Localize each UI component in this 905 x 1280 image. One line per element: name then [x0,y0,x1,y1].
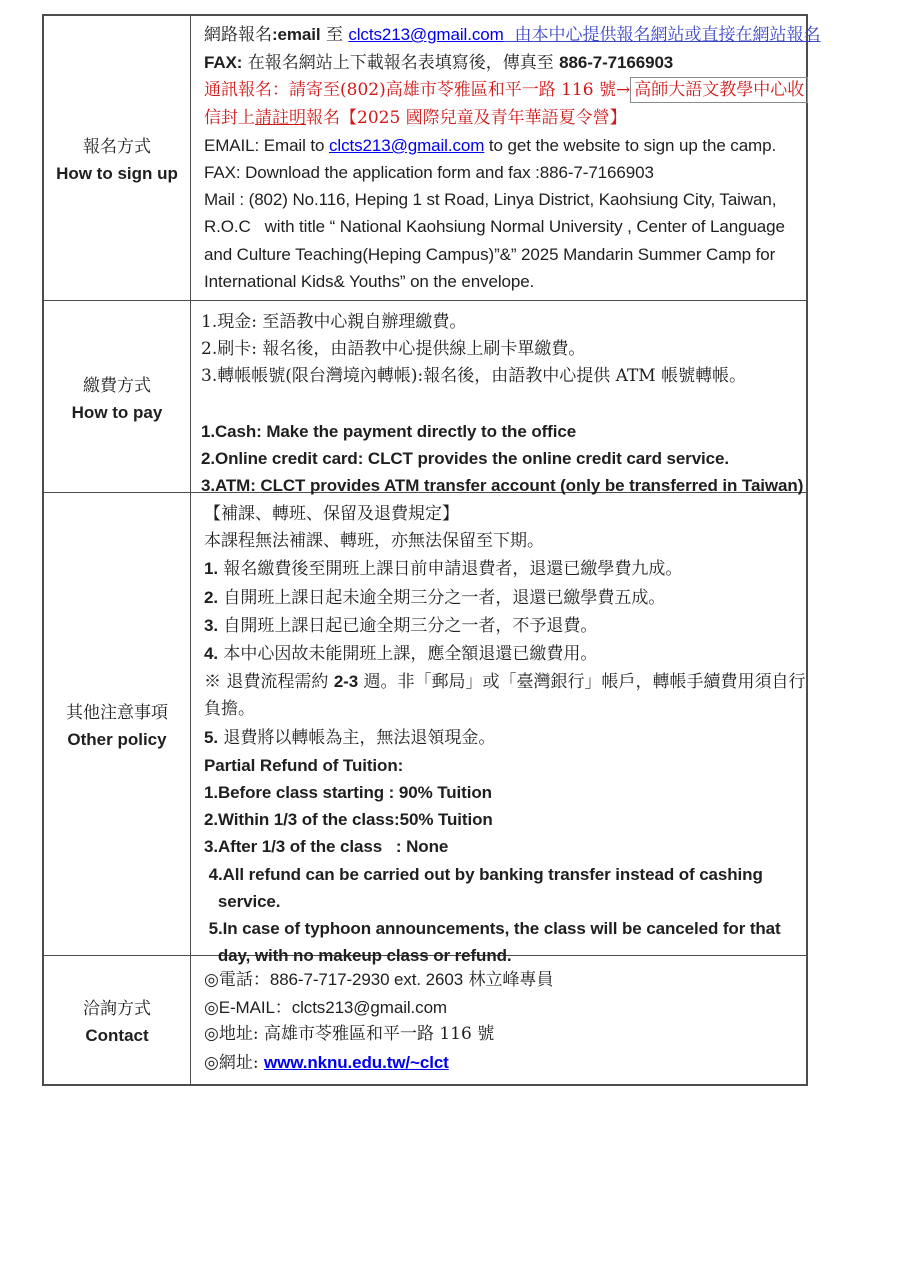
policy-refund-title-en: Partial Refund of Tuition: [204,755,404,775]
row-contact [44,956,806,1084]
signup-line-mail-en-4: International Kids& Youths” on the envelope. [204,271,535,291]
policy-note-pre: ※ 退費流程需約 [204,672,334,693]
policy-item-2 [204,584,806,612]
policy-refund-4-en-2: service. [204,891,281,911]
signup-fax-text: 在報名網站上下載報名表填寫後，傳真至 [242,53,560,74]
policy-item-1-num: 1. [204,559,218,579]
payment-line-atm-zh: 3.轉帳帳號(限台灣境內轉帳):報名後，由語教中心提供 ATM 帳號轉帳。 [201,366,747,387]
policy-note-refund-2: 負擔。 [204,699,255,720]
signup-web-label: 網路報名 [204,25,272,45]
payment-line-card-zh: 2.刷卡: 報名後，由語教中心提供線上刷卡單繳費。 [201,339,586,360]
signup-web-note-link[interactable]: 由本中心提供報名網站或直接在網站報名 [503,25,821,45]
policy-item-3 [204,612,806,640]
header-cell-policy [44,493,191,955]
policy-item-2-text: 自開班上課日起未逾全期三分之一者，退還已繳學費五成。 [217,587,666,608]
policy-refund-5-en-2: day, with no makeup class or refund. [204,946,512,966]
policy-item-5-num: 5. [204,727,218,747]
camp-info-table [42,14,821,1086]
signup-mail-recipient-box: 高師大語文教學中心收 [630,77,808,103]
policy-item-3-text: 自開班上課日起已逾全期三分之一者，不予退費。 [217,615,598,636]
policy-refund-5-en-1: 5.In case of typhoon announcements, the class will be canceled for that [204,919,781,939]
policy-note-refund-1 [204,668,806,696]
header-cell-payment [44,301,191,492]
signup-line-web [204,21,820,49]
contact-phone-line [204,966,802,994]
policy-note-weeks: 2-3 [333,672,359,692]
signup-line-mail-en-3: and Culture Teaching(Heping Campus)”&” 2025 Mandarin Summer Camp for [204,244,776,264]
signup-line-fax-zh [204,49,820,77]
contact-phone-label: ◎電話： [204,970,270,990]
content-cell-policy [191,493,810,966]
signup-email-en-post: to get the website to sign up the camp. [484,135,777,155]
signup-email-link[interactable]: clcts213@gmail.com [348,25,504,44]
contact-website-label: ◎網址: [204,1052,264,1073]
policy-note-post: 週。非「郵局」或「臺灣銀行」帳戶，轉帳手續費用須自行 [358,672,806,693]
content-cell-signup [191,16,824,300]
signup-fax-number: 886-7-7166903 [559,53,674,73]
payment-line-card-en: 2.Online credit card: CLCT provides the online credit card service. [201,449,730,468]
header-cell-signup [44,16,191,300]
header-policy-en: Other policy [67,730,167,749]
policy-refund-4-en-1: 4.All refund can be carried out by banking transfer instead of cashing [204,864,763,884]
policy-item-4-num: 4. [204,644,218,664]
signup-line-envelope-zh [204,105,820,132]
signup-envelope-pre: 信封上 [204,107,255,128]
contact-phone-person: 林立峰專員 [463,970,554,990]
signup-line-email-en [204,132,820,159]
row-how-to-sign-up [44,16,821,301]
policy-item-2-num: 2. [204,587,218,607]
contact-website-link[interactable]: www.nknu.edu.tw/~clct [263,1052,449,1072]
header-signup-en: How to sign up [56,164,178,183]
header-signup-zh: 報名方式 [83,137,151,157]
signup-web-email-word: :email [272,25,321,44]
header-contact-en: Contact [85,1026,149,1045]
content-cell-contact [191,956,806,1084]
policy-item-3-num: 3. [204,615,218,635]
contact-website-line [204,1049,802,1077]
signup-line-mail-en-1: Mail : (802) No.116, Heping 1 st Road, Linya District, Kaohsiung City, Taiwan, [204,190,777,210]
header-payment-en: How to pay [71,402,163,422]
policy-refund-1-en: 1.Before class starting : 90% Tuition [204,783,492,803]
policy-item-4-text: 本中心因故未能開班上課，應全額退還已繳費用。 [217,644,598,665]
signup-envelope-underlined: 請註明 [255,107,306,128]
content-cell-payment [191,301,807,496]
policy-item-1-text: 報名繳費後至開班上課日前申請退費者，退還已繳學費九成。 [217,559,683,580]
signup-email-en-pre: EMAIL: Email to [204,135,329,155]
policy-title-zh: 【補課、轉班、保留及退費規定】 [204,504,459,524]
signup-line-mail-zh [204,77,820,104]
header-cell-contact [44,956,191,1084]
row-other-policy [44,493,806,966]
signup-line-fax-en: FAX: Download the application form and fax :886-7-7166903 [204,163,654,183]
policy-item-1 [204,555,806,583]
payment-blank-line [201,391,803,418]
signup-envelope-post: 報名【2025 國際兒童及青年華語夏令營】 [306,107,627,128]
signup-line-mail-en-2: R.O.C with title “ National Kaohsiung Normal University , Center of Language [204,217,785,237]
contact-address-line: ◎地址: 高雄市苓雅區和平一路 116 號 [204,1024,495,1045]
header-policy-zh: 其他注意事項 [66,703,168,723]
payment-line-cash-zh: 1.現金: 至語教中心親自辦理繳費。 [201,312,467,332]
policy-item-5-text: 退費將以轉帳為主，無法退領現金。 [217,727,496,748]
signup-web-to: 至 [320,25,349,45]
policy-item-5 [204,724,806,752]
policy-intro-zh: 本課程無法補課、轉班，亦無法保留至下期。 [204,531,544,552]
policy-item-4 [204,640,806,668]
signup-mail-red-text: 通訊報名：請寄至(802)高雄市苓雅區和平一路 116 號→ [204,80,631,101]
contact-email-line: ◎E-MAIL：clcts213@gmail.com [204,998,447,1018]
signup-email-link-en[interactable]: clcts213@gmail.com [329,135,485,155]
row-how-to-pay [44,301,806,496]
policy-refund-3-en: 3.After 1/3 of the class : None [204,837,449,857]
header-payment-zh: 繳費方式 [83,375,151,396]
header-contact-zh: 洽詢方式 [83,999,151,1019]
payment-line-cash-en: 1.Cash: Make the payment directly to the office [201,421,577,441]
signup-fax-label: FAX: [204,53,243,73]
policy-refund-2-en: 2.Within 1/3 of the class:50% Tuition [204,810,493,830]
contact-phone-number: 886-7-717-2930 ext. 2603 [269,970,464,989]
payment-line-atm-en: 3.ATM: CLCT provides ATM transfer account (only be transferred in Taiwan) [201,476,804,496]
